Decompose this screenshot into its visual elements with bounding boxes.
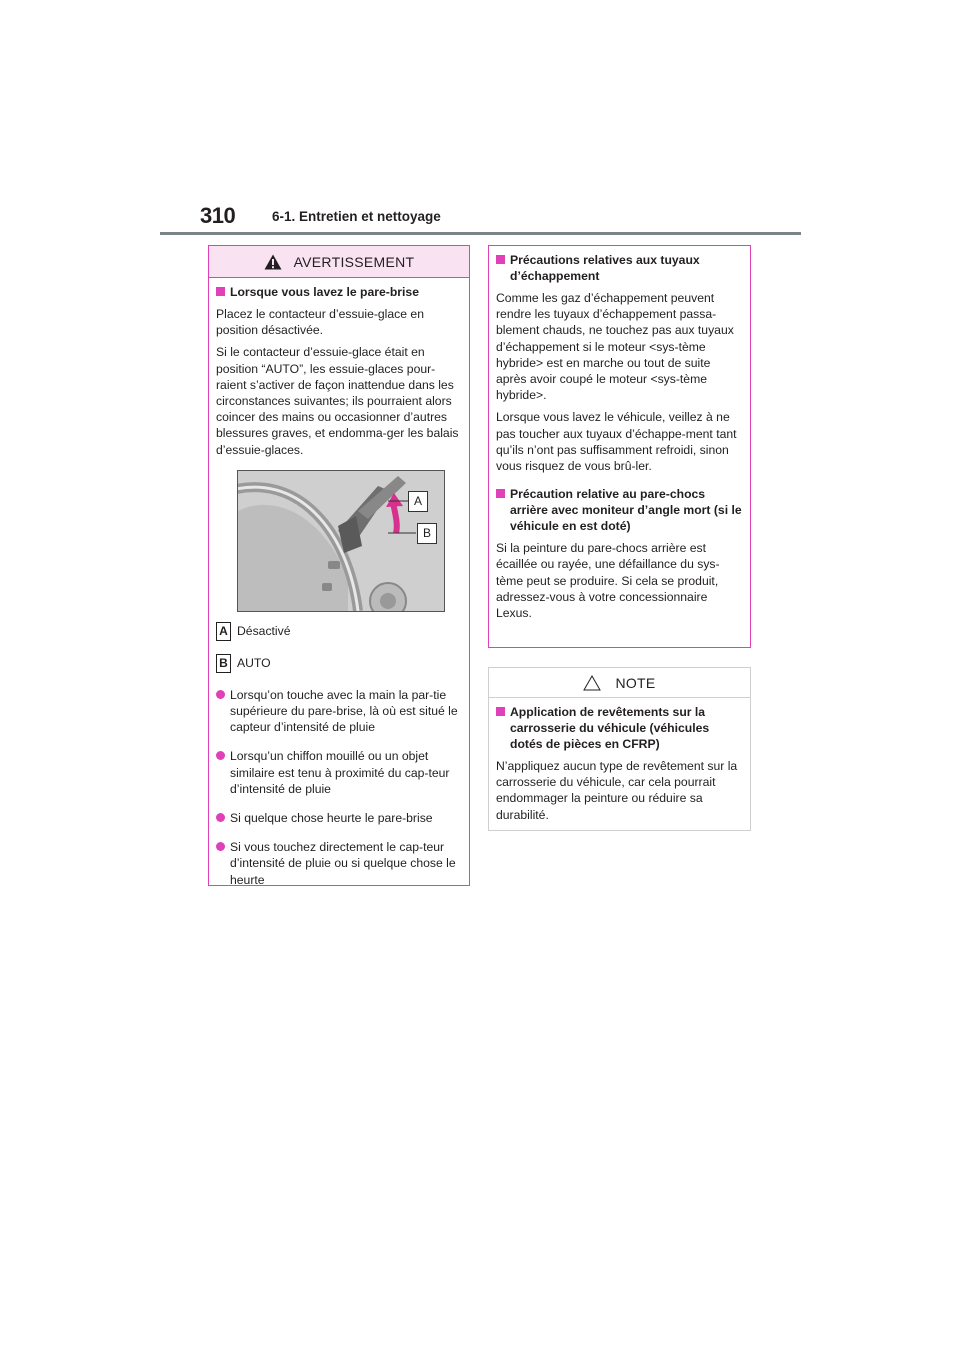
legend-key: A xyxy=(216,622,231,641)
figure-callout-b: B xyxy=(417,523,437,544)
list-item: Si vous touchez directement le cap-teur d’intensité de pluie ou si quelque chose le heurte xyxy=(216,839,463,888)
round-bullet-icon xyxy=(216,813,225,822)
list-item: Si quelque chose heurte le pare-brise xyxy=(216,810,463,826)
note-paragraph: N’appliquez aucun type de revêtement sur la carrosserie du véhicule, car cela pourrait endommager la peinture ou réduire sa durabilité. xyxy=(496,759,738,822)
page-number: 310 xyxy=(200,203,236,228)
figure-callout-a: A xyxy=(408,491,428,512)
square-bullet-icon xyxy=(496,707,505,716)
note-title: NOTE xyxy=(615,674,656,691)
warning-title: AVERTISSEMENT xyxy=(293,253,415,270)
warning-triangle-icon xyxy=(264,254,282,270)
wiper-switch-illustration xyxy=(237,470,445,612)
note-box xyxy=(488,667,751,831)
warning-paragraph-1: Placez le contacteur d’essuie-glace en position désactivée. xyxy=(216,307,424,338)
square-bullet-icon xyxy=(496,489,505,498)
note-header xyxy=(489,668,750,698)
warning-box xyxy=(208,245,470,886)
bumper-heading: Précaution relative au pare-chocs arrière avec moniteur d’angle mort (si le véhicule en est doté) xyxy=(496,486,744,534)
legend-item-a xyxy=(216,622,463,641)
exhaust-paragraph-1: Comme les gaz d’échappement peuvent rendre les tuyaux d’échappement passa-blement chauds, ne touchez pas aux tuyaux d’échappement si le moteur <sys-tème hybride> est en marche ou tout de suite après avoir coupé le moteur <sys-tème hybride>. xyxy=(496,291,734,403)
bumper-paragraph: Si la peinture du pare-chocs arrière est écaillée ou rayée, une défaillance du sys-tème peut se produire. Si cela se produit, adressez-vous à votre concessionnaire Lexus. xyxy=(496,541,720,621)
legend-item-b xyxy=(216,654,463,673)
square-bullet-icon xyxy=(496,255,505,264)
legend-label: AUTO xyxy=(237,656,271,671)
legend-label: Désactivé xyxy=(237,624,291,639)
exhaust-paragraph-2: Lorsque vous lavez le véhicule, veillez à ne pas toucher aux tuyaux d’échappe-ment tant qu’ils n’ont pas suffisamment refroidi, sinon vous risquez de vous brû-ler. xyxy=(496,410,737,474)
caution-triangle-icon xyxy=(583,675,601,691)
round-bullet-icon xyxy=(216,690,225,699)
page-header xyxy=(200,203,800,233)
warning-paragraph-2: Si le contacteur d’essuie-glace était en position “AUTO”, les essuie-glaces pour-raient s’activer de façon inattendue dans les circonstances suivantes; ils pourraient alors coincer des mains ou occasionner d’autres blessures graves, et endomma-ger les balais d’essuie-glaces. xyxy=(216,345,459,457)
warning-heading: Lorsque vous lavez le pare-brise xyxy=(216,284,463,300)
list-item: Lorsqu’on touche avec la main la par-tie supérieure du pare-brise, là où est situé le capteur d’intensité de pluie xyxy=(216,687,463,736)
section-title: 6-1. Entretien et nettoyage xyxy=(272,209,441,224)
round-bullet-icon xyxy=(216,751,225,760)
header-rule xyxy=(160,232,801,235)
note-heading: Application de revêtements sur la carrosserie du véhicule (véhicules dotés de pièces en CFRP) xyxy=(496,704,744,752)
warning-continuation-box xyxy=(488,245,751,648)
round-bullet-icon xyxy=(216,842,225,851)
exhaust-heading: Précautions relatives aux tuyaux d’échappement xyxy=(496,252,744,284)
square-bullet-icon xyxy=(216,287,225,296)
legend-key: B xyxy=(216,654,231,673)
warning-header xyxy=(209,246,469,278)
list-item: Lorsqu’un chiffon mouillé ou un objet similaire est tenu à proximité du cap-teur d’intensité de pluie xyxy=(216,748,463,797)
